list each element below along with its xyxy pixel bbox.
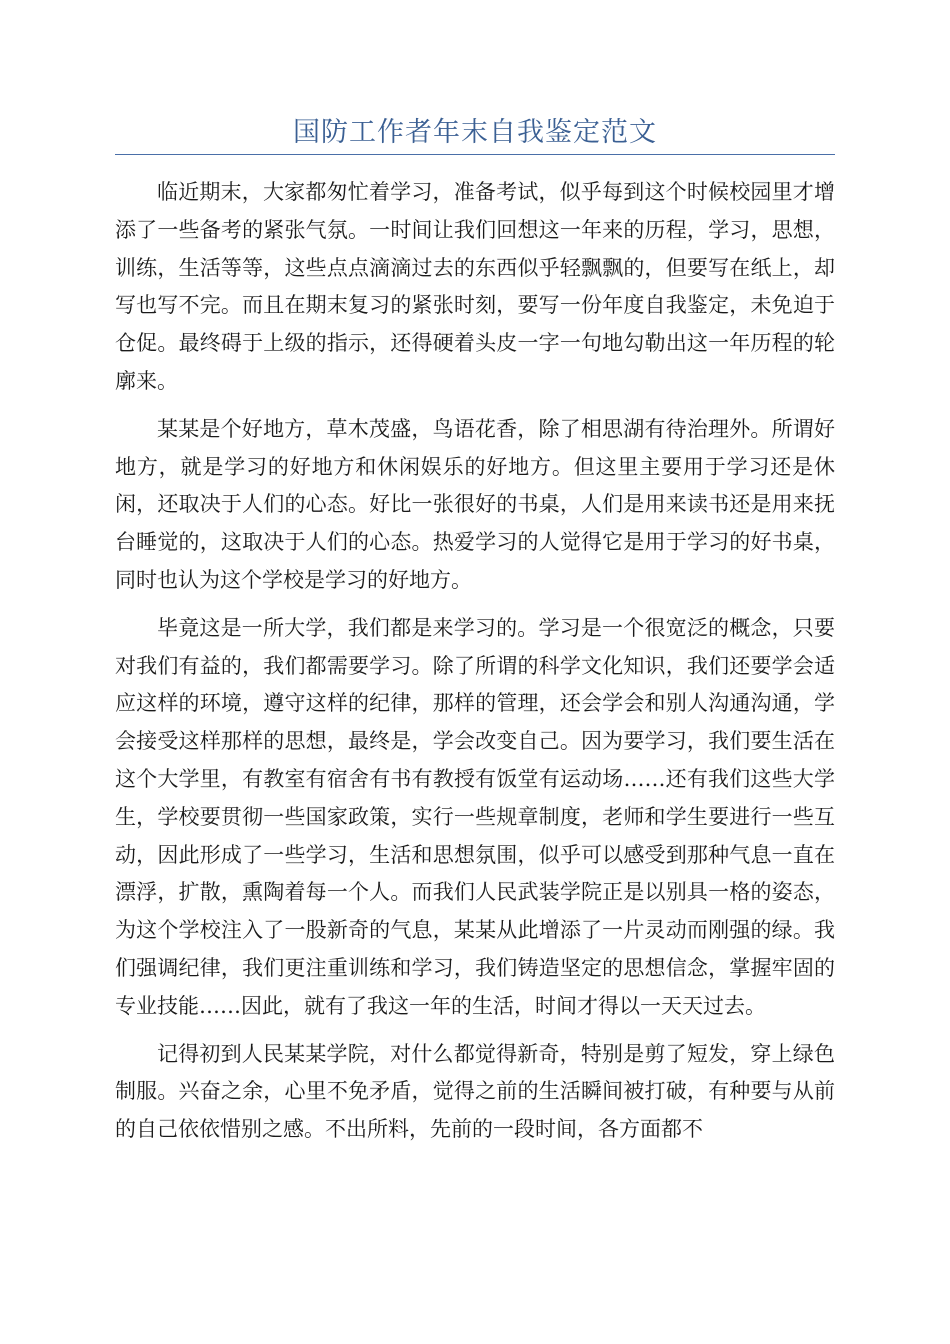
document-title: 国防工作者年末自我鉴定范文 [293, 117, 657, 148]
paragraph-2: 某某是个好地方，草木茂盛，鸟语花香，除了相思湖有待治理外。所谓好地方，就是学习的好地方和休闲娱乐的好地方。但这里主要用于学习还是休闲，还取决于人们的心态。好比一张很好的书桌，人们是用来读书还是用来抚台睡觉的，这取决于人们的心态。热爱学习的人觉得它是用于学习的好书桌，同时也认为这个学校是学习的好地方。 [115, 416, 835, 592]
title-underline [115, 154, 835, 155]
paragraph-1: 临近期末，大家都匆忙着学习，准备考试，似乎每到这个时候校园里才增添了一些备考的紧张气氛。一时间让我们回想这一年来的历程，学习，思想，训练，生活等等，这些点点滴滴过去的东西似乎轻飘飘的，但要写在纸上，却写也写不完。而且在期末复习的紧张时刻，要写一份年度自我鉴定，未免迫于仓促。最终碍于上级的指示，还得硬着头皮一字一句地勾勒出这一年历程的轮廓来。 [115, 180, 835, 393]
paragraph-4: 记得初到人民某某学院，对什么都觉得新奇，特别是剪了短发，穿上绿色制服。兴奋之余，心里不免矛盾，觉得之前的生活瞬间被打破，有种要与从前的自己依依惜别之感。不出所料，先前的一段时间，各方面都不 [115, 1041, 835, 1142]
document-body [115, 174, 835, 1159]
paragraph-3: 毕竟这是一所大学，我们都是来学习的。学习是一个很宽泛的概念，只要对我们有益的，我们都需要学习。除了所谓的科学文化知识，我们还要学会适应这样的环境，遵守这样的纪律，那样的管理，还会学会和别人沟通沟通，学会接受这样那样的思想，最终是，学会改变自己。因为要学习，我们要生活在这个大学里，有教室有宿舍有书有教授有饭堂有运动场……还有我们这些大学生，学校要贯彻一些国家政策，实行一些规章制度，老师和学生要进行一些互动，因此形成了一些学习，生活和思想氛围，似乎可以感受到那种气息一直在漂浮，扩散，熏陶着每一个人。而我们人民武装学院正是以别具一格的姿态，为这个学校注入了一股新奇的气息，某某从此增添了一片灵动而刚强的绿。我们强调纪律，我们更注重训练和学习，我们铸造坚定的思想信念，掌握牢固的专业技能……因此，就有了我这一年的生活，时间才得以一天天过去。 [115, 615, 835, 1018]
